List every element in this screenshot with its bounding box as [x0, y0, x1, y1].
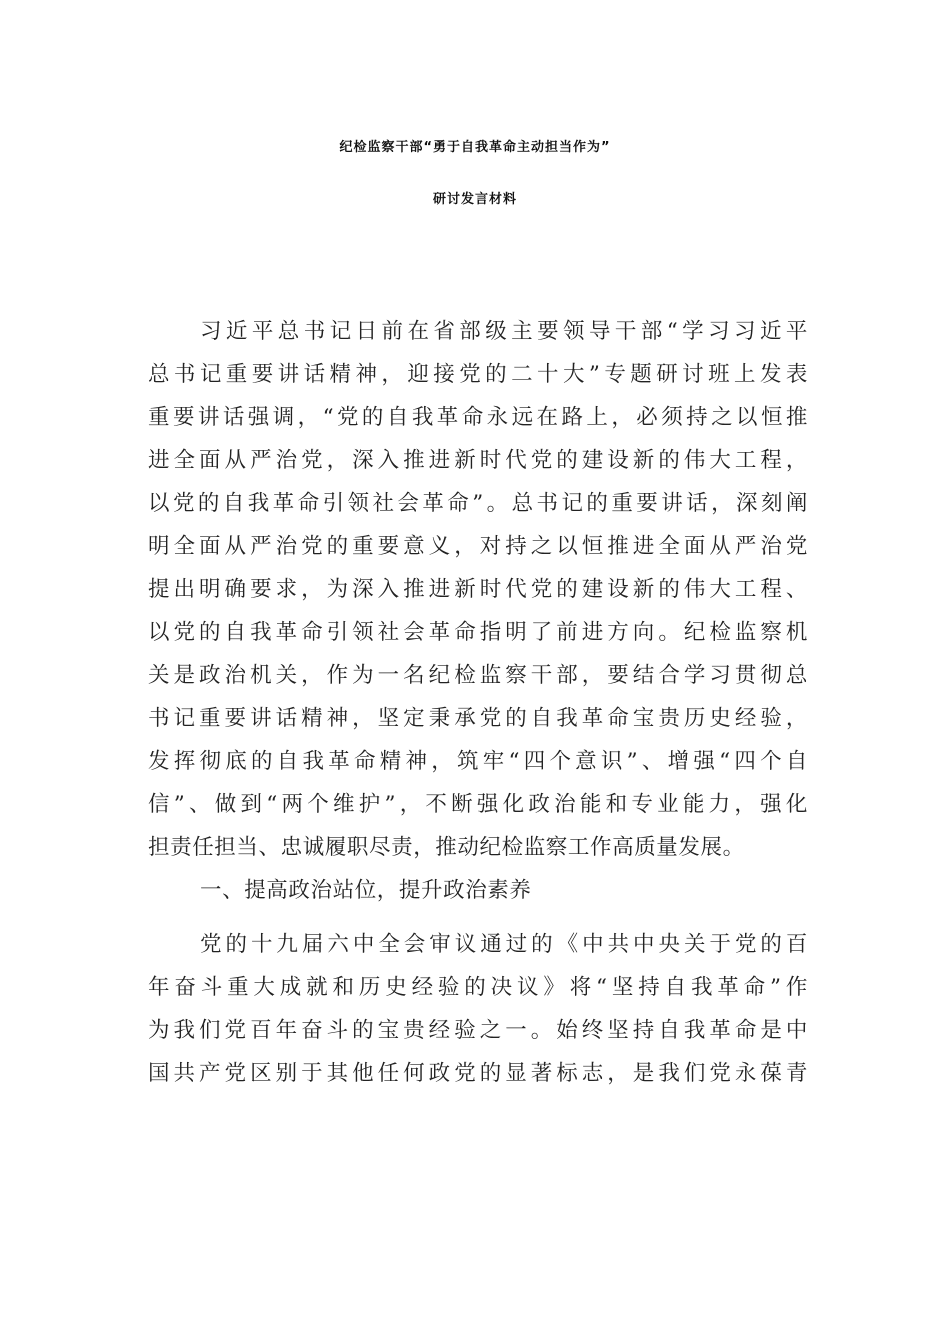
paragraph-line: 发挥彻底的自我革命精神，筑牢“四个意识”、增强“四个自: [148, 749, 808, 774]
document-title-line-1: 纪检监察干部“勇于自我革命主动担当作为”: [339, 140, 611, 155]
paragraph-line: 书记重要讲话精神，坚定秉承党的自我革命宝贵历史经验，: [148, 706, 808, 731]
paragraph-line: 国共产党区别于其他任何政党的显著标志，是我们党永葆青: [148, 1061, 808, 1086]
paragraph-line: 提出明确要求，为深入推进新时代党的建设新的伟大工程、: [148, 577, 808, 602]
paragraph-line: 进全面从严治党，深入推进新时代党的建设新的伟大工程，: [148, 448, 808, 473]
paragraph-line: 明全面从严治党的重要意义，对持之以恒推进全面从严治党: [148, 534, 808, 559]
paragraph-line: 年奋斗重大成就和历史经验的决议》将“坚持自我革命”作: [148, 975, 808, 1000]
paragraph-line: 党的十九届六中全会审议通过的《中共中央关于党的百: [200, 932, 808, 957]
paragraph-line: 信”、做到“两个维护”，不断强化政治能和专业能力，强化: [148, 792, 808, 817]
document-title-line-2: 研讨发言材料: [432, 192, 517, 207]
paragraph-line: 重要讲话强调，“党的自我革命永远在路上，必须持之以恒推: [148, 405, 808, 430]
paragraph-line: 习近平总书记日前在省部级主要领导干部“学习习近平: [200, 319, 808, 344]
paragraph-line: 为我们党百年奋斗的宝贵经验之一。始终坚持自我革命是中: [148, 1018, 808, 1043]
paragraph-line: 总书记重要讲话精神，迎接党的二十大”专题研讨班上发表: [148, 362, 808, 387]
paragraph-line: 以党的自我革命引领社会革命指明了前进方向。纪检监察机: [148, 620, 808, 645]
section-heading: 一、提高政治站位，提升政治素养: [200, 878, 532, 903]
paragraph-line: 担责任担当、忠诚履职尽责，推动纪检监察工作高质量发展。: [148, 835, 745, 860]
paragraph-line: 以党的自我革命引领社会革命”。总书记的重要讲话，深刻阐: [148, 491, 808, 516]
paragraph-line: 关是政治机关，作为一名纪检监察干部，要结合学习贯彻总: [148, 663, 808, 688]
